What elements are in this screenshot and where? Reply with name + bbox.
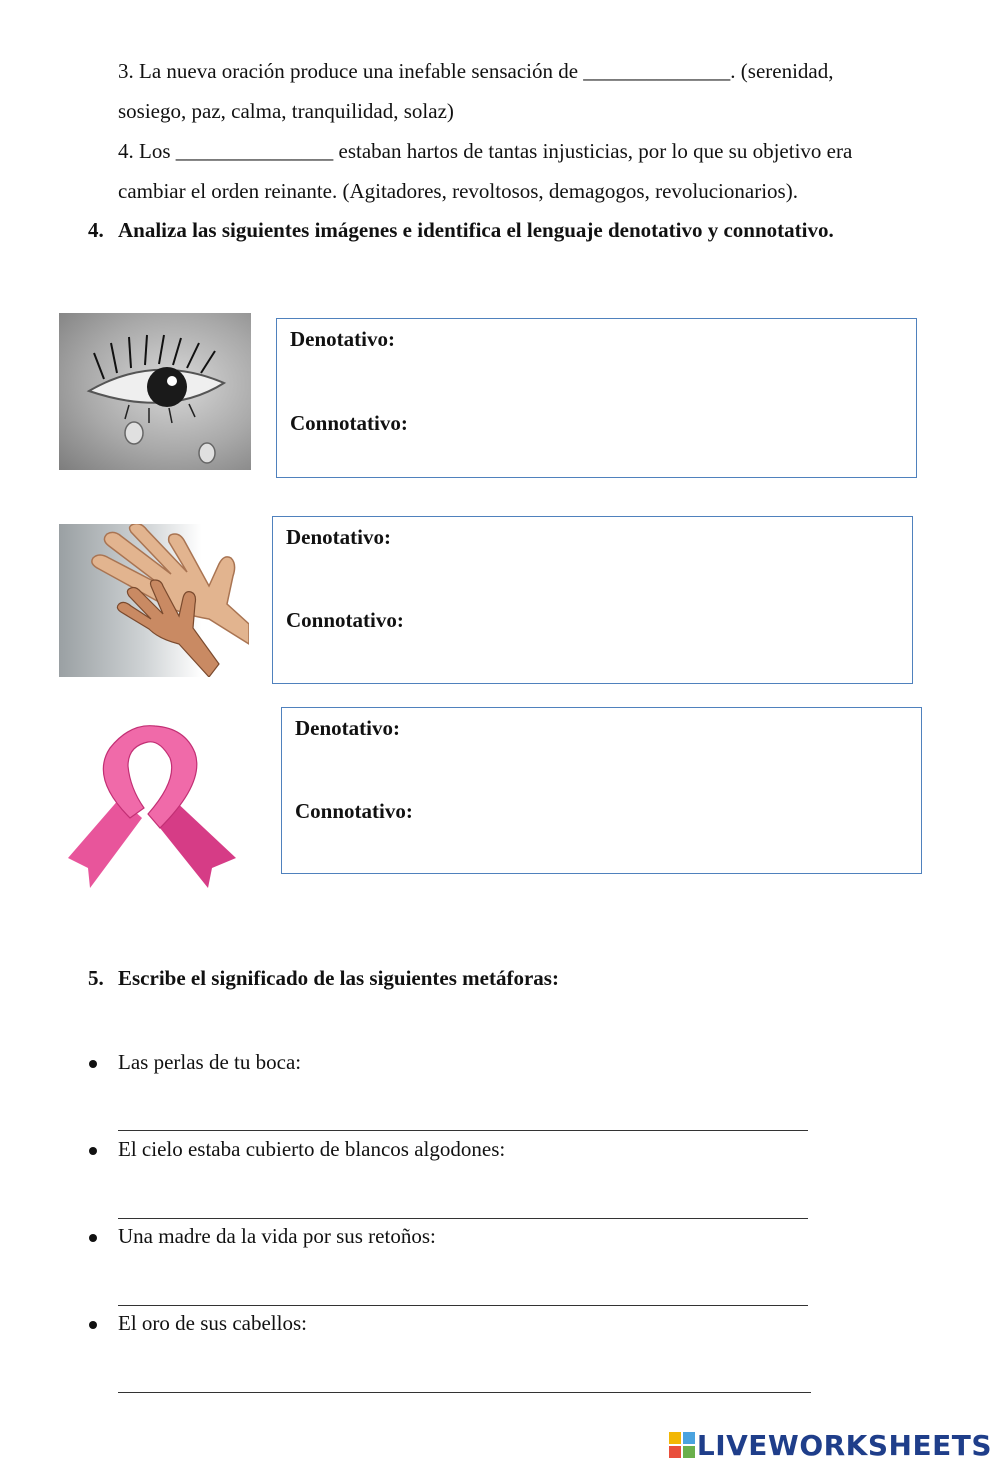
metaphor-4: El oro de sus cabellos: — [118, 1311, 307, 1335]
answer-line-2[interactable] — [118, 1218, 808, 1219]
bullet — [89, 1060, 97, 1068]
question-5-text: Escribe el significado de las siguientes metáforas: — [118, 966, 559, 990]
metaphor-3: Una madre da la vida por sus retoños: — [118, 1224, 436, 1248]
liveworksheets-logo-icon — [669, 1432, 695, 1458]
denotativo-label: Denotativo: — [290, 327, 395, 351]
metaphor-1: Las perlas de tu boca: — [118, 1050, 302, 1074]
bullet — [89, 1321, 97, 1329]
question-4-text: Analiza las siguientes imágenes e identifica el lenguaje denotativo y connotativo. — [118, 218, 834, 242]
hands-image — [59, 524, 249, 677]
denotativo-label: Denotativo: — [295, 716, 400, 740]
answer-box-eye — [276, 318, 917, 478]
answer-box-hands — [272, 516, 913, 684]
logo-text: LIVEWORKSHEETS — [696, 1428, 992, 1462]
connotativo-label: Connotativo: — [286, 608, 404, 632]
item-4-line-2: cambiar el orden reinante. (Agitadores, revoltosos, demagogos, revolucionarios). — [118, 179, 798, 203]
answer-line-4[interactable] — [118, 1392, 811, 1393]
bullet — [89, 1234, 97, 1242]
answer-line-1[interactable] — [118, 1130, 808, 1131]
question-4-number: 4. — [88, 218, 104, 242]
item-4-line-1: 4. Los _______________ estaban hartos de tantas injusticias, por lo que su objetivo era — [118, 139, 853, 163]
crying-eye-image — [59, 313, 251, 470]
bullet — [89, 1147, 97, 1155]
liveworksheets-logo — [669, 1428, 992, 1462]
question-5-number: 5. — [88, 966, 104, 990]
item-3-line-2: sosiego, paz, calma, tranquilidad, solaz) — [118, 99, 454, 123]
answer-box-ribbon — [281, 707, 922, 874]
denotativo-label: Denotativo: — [286, 525, 391, 549]
metaphor-2: El cielo estaba cubierto de blancos algodones: — [118, 1137, 506, 1161]
item-3-line-1: 3. La nueva oración produce una inefable sensación de ______________. (serenidad, — [118, 59, 834, 83]
connotativo-label: Connotativo: — [295, 799, 413, 823]
answer-line-3[interactable] — [118, 1305, 808, 1306]
connotativo-label: Connotativo: — [290, 411, 408, 435]
pink-ribbon-image — [60, 718, 242, 888]
